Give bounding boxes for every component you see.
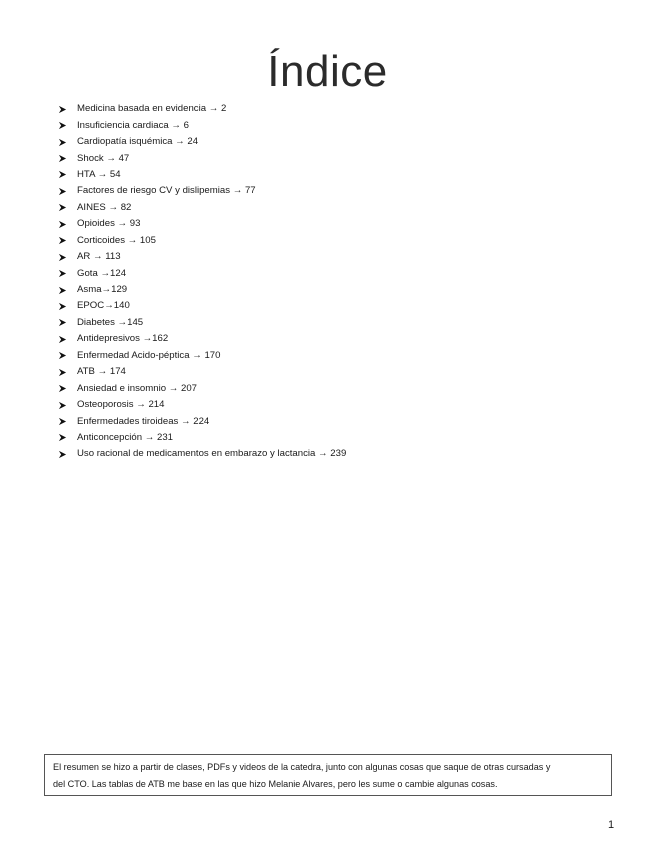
arrowhead-bullet-icon <box>58 138 77 147</box>
toc-item <box>58 200 346 216</box>
toc-item-label: Opioides → 93 <box>77 218 141 230</box>
toc-item-label: HTA → 54 <box>77 168 121 180</box>
note-box <box>44 754 612 796</box>
toc-item <box>58 117 346 133</box>
toc-item <box>58 101 346 117</box>
toc-item-label: Enfermedades tiroideas → 224 <box>77 415 210 427</box>
toc-item <box>58 134 346 150</box>
arrowhead-bullet-icon <box>58 335 77 344</box>
toc-item <box>58 183 346 199</box>
toc-item-label: ATB → 174 <box>77 366 126 378</box>
toc-item <box>58 364 346 380</box>
arrowhead-bullet-icon <box>58 384 77 393</box>
arrowhead-bullet-icon <box>58 450 77 459</box>
toc-item-label: EPOC→140 <box>77 300 130 312</box>
toc-item <box>58 167 346 183</box>
arrowhead-bullet-icon <box>58 368 77 377</box>
arrowhead-bullet-icon <box>58 401 77 410</box>
toc-item-label: Corticoides → 105 <box>77 234 156 246</box>
toc-item-label: Ansiedad e insomnio → 207 <box>77 382 197 394</box>
toc-item-label: Asma→129 <box>77 284 128 296</box>
toc-item-label: Antidepresivos →162 <box>77 333 169 345</box>
note-line: El resumen se hizo a partir de clases, PDFs y videos de la catedra, junto con algunas cosas que saque de otras cursadas y <box>53 762 551 772</box>
arrowhead-bullet-icon <box>58 351 77 360</box>
arrowhead-bullet-icon <box>58 236 77 245</box>
toc-item-label: AINES → 82 <box>77 201 132 213</box>
toc-item <box>58 216 346 232</box>
arrowhead-bullet-icon <box>58 105 77 114</box>
arrowhead-bullet-icon <box>58 253 77 262</box>
page-title: Índice <box>267 47 388 96</box>
arrowhead-bullet-icon <box>58 433 77 442</box>
toc-item-label: Cardiopatía isquémica → 24 <box>77 136 199 148</box>
arrowhead-bullet-icon <box>58 187 77 196</box>
toc-item-label: Anticoncepción → 231 <box>77 431 173 443</box>
toc-item-label: AR → 113 <box>77 251 121 263</box>
toc-item <box>58 150 346 166</box>
toc-item <box>58 430 346 446</box>
toc-item <box>58 446 346 462</box>
toc-item <box>58 380 346 396</box>
arrowhead-bullet-icon <box>58 417 77 426</box>
toc-item <box>58 233 346 249</box>
arrowhead-bullet-icon <box>58 203 77 212</box>
arrowhead-bullet-icon <box>58 220 77 229</box>
toc-item <box>58 298 346 314</box>
page-number: 1 <box>608 819 615 831</box>
arrowhead-bullet-icon <box>58 269 77 278</box>
note-line: del CTO. Las tablas de ATB me base en las que hizo Melanie Alvares, pero les sume o cambie algunas cosas. <box>53 778 498 789</box>
toc-item-label: Shock → 47 <box>77 152 130 164</box>
toc-item-label: Gota →124 <box>77 267 127 279</box>
toc-item <box>58 413 346 429</box>
table-of-contents <box>58 101 346 463</box>
arrowhead-bullet-icon <box>58 170 77 179</box>
arrowhead-bullet-icon <box>58 302 77 311</box>
toc-item-label: Enfermedad Acido-péptica → 170 <box>77 349 221 361</box>
toc-item-label: Diabetes →145 <box>77 316 144 328</box>
toc-item <box>58 282 346 298</box>
toc-item <box>58 331 346 347</box>
arrowhead-bullet-icon <box>58 318 77 327</box>
toc-item <box>58 397 346 413</box>
arrowhead-bullet-icon <box>58 121 77 130</box>
toc-item <box>58 249 346 265</box>
toc-item <box>58 315 346 331</box>
toc-item-label: Osteoporosis → 214 <box>77 399 165 411</box>
toc-item <box>58 348 346 364</box>
arrowhead-bullet-icon <box>58 286 77 295</box>
arrowhead-bullet-icon <box>58 154 77 163</box>
toc-item <box>58 265 346 281</box>
toc-item-label: Uso racional de medicamentos en embarazo y lactancia → 239 <box>77 448 347 460</box>
toc-item-label: Factores de riesgo CV y dislipemias → 77 <box>77 185 256 197</box>
toc-item-label: Medicina basada en evidencia → 2 <box>77 103 227 115</box>
toc-item-label: Insuficiencia cardiaca → 6 <box>77 119 189 131</box>
